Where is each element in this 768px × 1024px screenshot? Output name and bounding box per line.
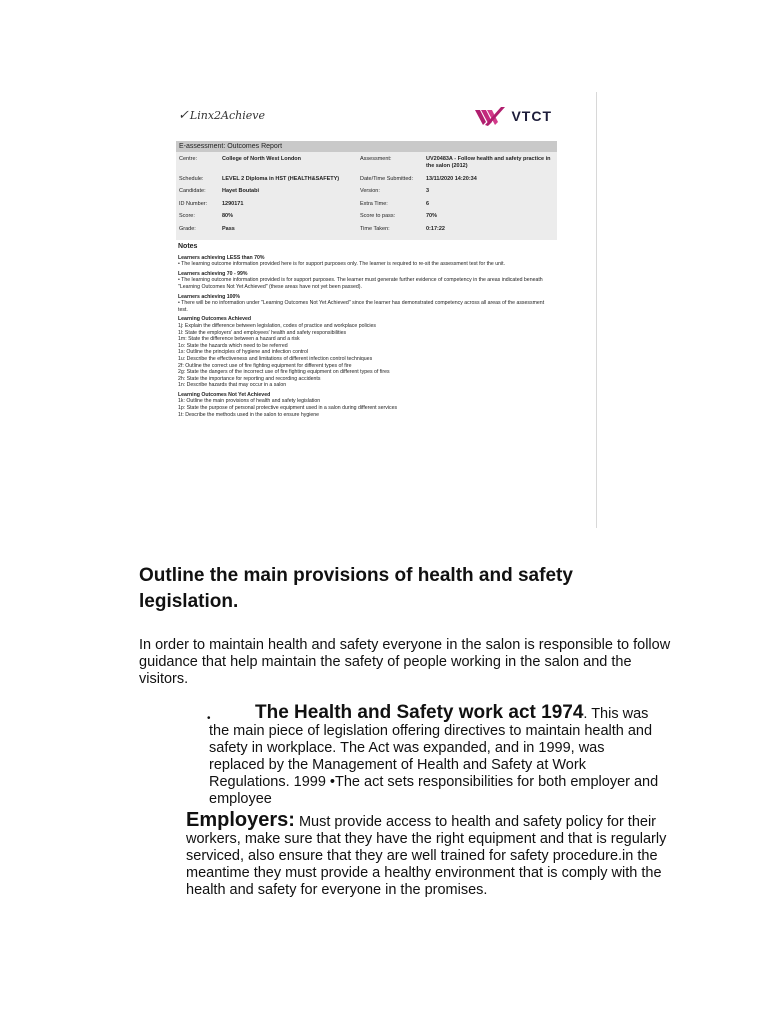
score-value: 80% — [222, 213, 234, 219]
score-label: Score: — [179, 213, 195, 219]
vtct-logo-mark-icon — [475, 106, 505, 126]
report-notes — [178, 244, 553, 418]
centre-value: College of North West London — [222, 156, 302, 162]
list-item: 2h: State the importance for reporting and recording accidents — [178, 375, 321, 382]
achieved-title: Learning Outcomes Achieved — [178, 316, 252, 323]
list-item: 2f: Outline the correct use of fire fighting equipment for different types of fire — [178, 362, 352, 369]
list-item: 1u: Describe the effectiveness and limitations of different infection control techniques — [178, 355, 373, 362]
schedule-value: LEVEL 2 Diploma in HST (HEALTH&SAFETY) — [222, 176, 340, 182]
grade-label: Grade: — [179, 226, 196, 232]
candidate-label: Candidate: — [179, 188, 206, 194]
list-item: 1j: Explain the difference between legislation, codes of practice and workplace policies — [178, 322, 377, 329]
list-item: 1m: State the difference between a hazard and a risk — [178, 336, 300, 343]
employers-title: Employers: — [186, 809, 295, 831]
id-number-label: ID Number: — [179, 201, 208, 207]
bullet-text: . This was the main piece of legislation offering directives to maintain health and safety in workplace. The Act was expanded, and in 1999, was replaced by the Management of Health and Safety at Work Regulations. 1999 •The act sets responsibilities for both employer and employee — [209, 706, 659, 807]
range-title: Learners achieving 70 - 99% — [178, 270, 248, 277]
bullet-icon: • — [207, 713, 211, 724]
linx2achieve-logo: ✓Linx2Achieve — [178, 108, 265, 123]
linx2achieve-logo-text: Linx2Achieve — [189, 109, 265, 122]
outcomes-report-image — [168, 92, 597, 528]
section-heading: Outline the main provisions of health and safety legislation. — [139, 565, 573, 612]
id-number-value: 1290171 — [222, 201, 244, 207]
score-to-pass-label: Score to pass: — [360, 213, 396, 219]
list-item: 1n: Describe hazards that may occur in a salon — [178, 382, 287, 389]
list-item: 1k: Outline the main provisions of health and safety legislation — [178, 398, 321, 405]
date-submitted-label: Date/Time Submitted: — [360, 176, 413, 182]
notes-title: Notes — [178, 243, 198, 250]
schedule-label: Schedule: — [179, 176, 204, 182]
bullet-hswa-1974 — [209, 704, 664, 808]
achieved-list — [178, 323, 553, 389]
candidate-value: Hayet Boutabi — [222, 188, 259, 194]
employers-text: Must provide access to health and safety policy for their workers, make sure that they have the right equipment and that is regularly serviced, also ensure that they are well trained for safety procedure.in the meantime they must provide a healthy environment that is comply with the health and safety for everyone in the promises. — [186, 814, 667, 898]
list-item: 1p: State the purpose of personal protective equipment used in a salon during different services — [178, 405, 398, 412]
extra-time-label: Extra Time: — [360, 201, 388, 207]
version-value: 3 — [426, 188, 430, 194]
extra-time-value: 6 — [426, 201, 430, 207]
full-title: Learners achieving 100% — [178, 293, 240, 300]
list-item: 1l: State the employers' and employees' health and safety responsibilities — [178, 329, 347, 336]
date-submitted-value: 13/11/2020 14:20:34 — [426, 176, 477, 182]
score-to-pass-value: 70% — [426, 213, 438, 219]
report-title: E-assessment: Outcomes Report — [176, 141, 557, 152]
grade-value: Pass — [222, 226, 235, 232]
not-achieved-title: Learning Outcomes Not Yet Achieved — [178, 391, 271, 398]
range-text: • The learning outcome information provided is for support purposes. The learner must generate further evidence of competency in the areas indicated beneath "Learning Outcomes Not Yet Achieved" (these areas have not yet been passed). — [178, 277, 543, 290]
time-taken-value: 0:17:22 — [426, 226, 445, 232]
less70-text: • The learning outcome information provided here is for support purposes only. The learner is required to re-sit the assessment test for the unit. — [178, 261, 506, 268]
vtct-logo — [475, 106, 552, 126]
less70-title: Learners achieving LESS than 70% — [178, 254, 265, 261]
bullet-title: The Health and Safety work act 1974 — [255, 702, 584, 723]
list-item: 1o: State the hazards which need to be referred — [178, 342, 288, 349]
assessment-label: Assessment: — [360, 156, 392, 162]
centre-label: Centre: — [179, 156, 198, 162]
time-taken-label: Time Taken: — [360, 226, 390, 232]
vtct-logo-text: VTCT — [511, 108, 552, 124]
report-details-grid — [176, 152, 557, 240]
full-text: • There will be no information under "Learning Outcomes Not Yet Achieved" since the learner has demonstrated competency across all areas of the assessment test. — [178, 300, 545, 313]
not-achieved-list — [178, 398, 553, 418]
list-item: 1s: Outline the principles of hygiene and infection control — [178, 349, 309, 356]
version-label: Version: — [360, 188, 380, 194]
list-item: 1t: Describe the methods used in the salon to ensure hygiene — [178, 411, 320, 418]
assessment-value: UV20483A - Follow health and safety practice in the salon (2012) — [426, 156, 551, 169]
intro-paragraph: In order to maintain health and safety everyone in the salon is responsible to follow guidance that help maintain the safety of people working in the salon and the visitors. — [139, 637, 671, 687]
employers-paragraph — [186, 809, 676, 899]
list-item: 2g: State the dangers of the incorrect use of fire fighting equipment on different types of fires — [178, 369, 390, 376]
